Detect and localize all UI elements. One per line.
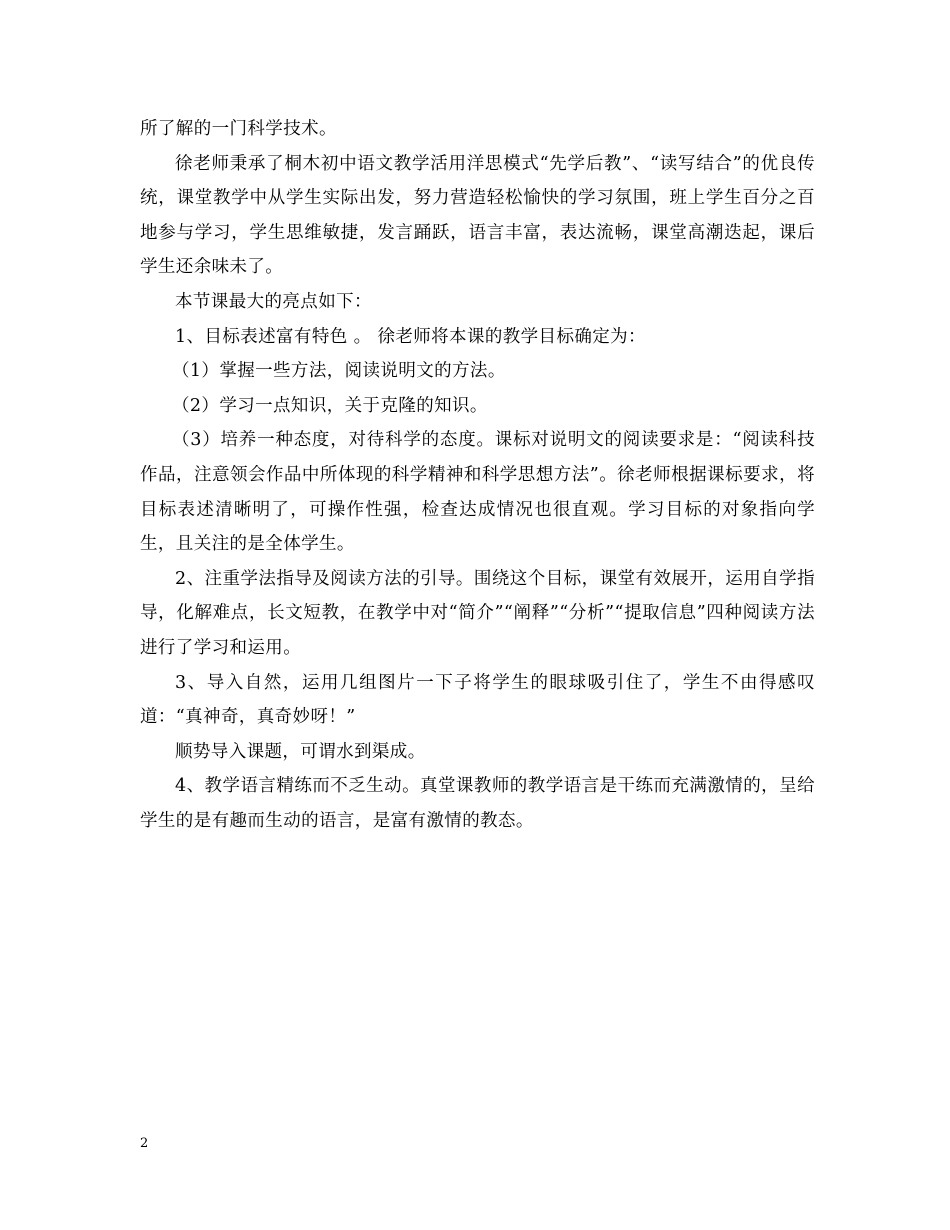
document-body xyxy=(140,112,815,838)
paragraph-point-2: 2、注重学法指导及阅读方法的引导。围绕这个目标，课堂有效展开，运用自学指导，化解难点，长文短教，在教学中对“简介”“阐释”“分析”“提取信息”四种阅读方法进行了学习和运用。 xyxy=(140,568,815,658)
paragraph-point-1: 1、目标表述富有特色 。 徐老师将本课的教学目标确定为： xyxy=(175,326,646,347)
paragraph-point-3: 3、导入自然，运用几组图片一下子将学生的眼球吸引住了，学生不由得感叹道：“真神奇，真奇妙呀！” xyxy=(140,672,815,728)
paragraph-continuation: 所了解的一门科学技术。 xyxy=(140,119,337,139)
paragraph-point-4: 4、教学语言精练而不乏生动。真堂课教师的教学语言是干练而充满激情的，呈给学生的是有趣而生动的语言，是富有激情的教态。 xyxy=(140,776,815,831)
page-number: 2 xyxy=(140,1136,149,1151)
paragraph-highlights-heading: 本节课最大的亮点如下： xyxy=(175,291,372,312)
paragraph-goal-1: （1）掌握一些方法，阅读说明文的方法。 xyxy=(172,361,506,382)
paragraph-intro: 徐老师秉承了桐木初中语文教学活用洋思模式“先学后教”、“读写结合”的优良传统，课堂教学中从学生实际出发，努力营造轻松愉快的学习氛围，班上学生百分之百地参与学习，学生思维敏捷，发言踊跃，语言丰富，表达流畅，课堂高潮迭起，课后学生还余味未了。 xyxy=(140,153,815,278)
paragraph-goal-2: （2）学习一点知识，关于克隆的知识。 xyxy=(172,395,488,416)
paragraph-goal-3: （3）培养一种态度，对待科学的态度。课标对说明文的阅读要求是：“阅读科技作品，注意领会作品中所体现的科学精神和科学思想方法”。徐老师根据课标要求，将目标表述清晰明了，可操作性强，检查达成情况也很直观。学习目标的对象指向学生，且关注的是全体学生。 xyxy=(140,430,815,555)
paragraph-point-3-continued: 顺势导入课题，可谓水到渠成。 xyxy=(175,741,426,762)
